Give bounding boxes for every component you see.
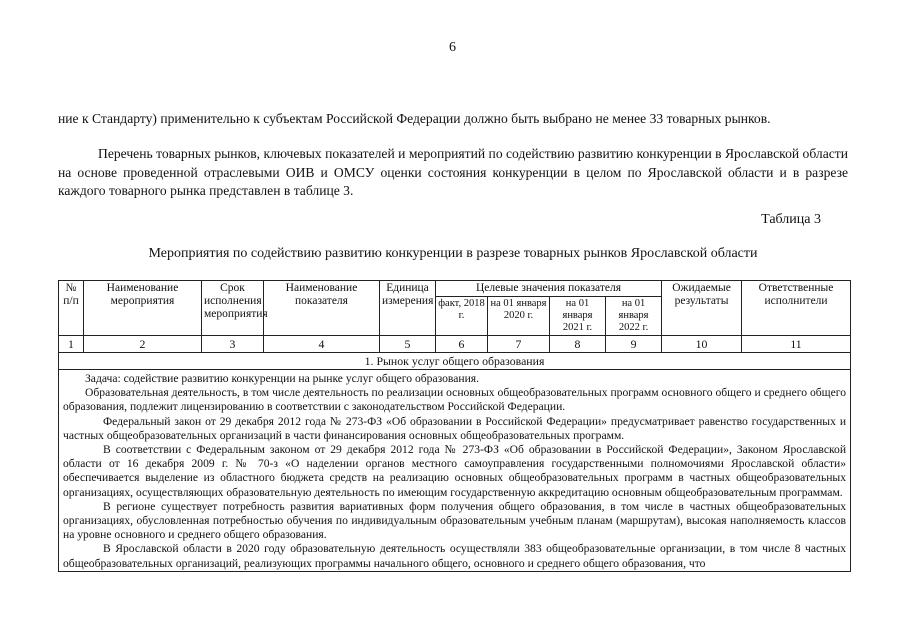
table-title: Мероприятия по содействию развитию конкуренции в разрезе товарных рынков Ярославской области bbox=[148, 246, 758, 261]
column-number: 3 bbox=[202, 336, 264, 353]
section-paragraph: В Ярославской области в 2020 году образовательную деятельность осуществляли 383 общеобразовательные организации, в том числе 8 частных общеобразовательных организаций, реализующих программы начального общего, основного и среднего общего образования, что bbox=[63, 542, 847, 570]
header-unit: Единица измерения bbox=[380, 281, 436, 336]
header-jan-2020: на 01 января 2020 г. bbox=[488, 297, 550, 336]
column-number: 1 bbox=[59, 336, 84, 353]
page-number: 6 bbox=[449, 40, 456, 55]
column-number: 10 bbox=[662, 336, 742, 353]
header-jan-2021: на 01 января 2021 г. bbox=[550, 297, 606, 336]
header-jan-2022: на 01 января 2022 г. bbox=[606, 297, 662, 336]
section-row bbox=[59, 353, 851, 370]
header-expected-results: Ожидаемые результаты bbox=[662, 281, 742, 336]
column-number: 2 bbox=[84, 336, 202, 353]
column-number: 7 bbox=[488, 336, 550, 353]
header-row-1 bbox=[59, 281, 851, 297]
column-numbers-row bbox=[59, 336, 851, 353]
intro-paragraph-continued: ние к Стандарту) применительно к субъектам Российской Федерации должно быть выбрано не менее 33 товарных рынков. bbox=[58, 111, 771, 126]
column-number: 11 bbox=[742, 336, 851, 353]
column-number: 4 bbox=[264, 336, 380, 353]
table-caption: Таблица 3 bbox=[761, 212, 821, 227]
section-paragraph: В соответствии с Федеральным законом от 29 декабря 2012 года № 273-ФЗ «Об образовании в Российской Федерации», Законом Ярославской области от 16 декабря 2009 г. № 70-з «О наделении органов местного самоуправления государственными полномочиями Ярославской области» обеспечивается выделение из областного бюджета средств на реализацию основных общеобразовательных программ в частных общеобразовательных организациях, осуществляющих образовательную деятельность по имеющим государственную аккредитацию основным общеобразовательным программам. bbox=[63, 443, 847, 499]
section-paragraph: Образовательная деятельность, в том числе деятельность по реализации основных общеобразовательных программ основного общего и среднего общего образования, подлежит лицензированию в соответствии с законодательством Российской Федерации. bbox=[63, 386, 847, 414]
header-indicator-name: Наименование показателя bbox=[264, 281, 380, 336]
section-body-row bbox=[59, 370, 851, 572]
header-target-values: Целевые значения показателя bbox=[436, 281, 662, 297]
section-description bbox=[59, 370, 851, 572]
intro-paragraph-markets-list: Перечень товарных рынков, ключевых показателей и мероприятий по содействию развитию конкуренции в Ярославской области на основе проведенной отраслевыми ОИВ и ОМСУ оценки состояния конкуренции в целом по Ярославской области и в разрезе каждого товарного рынка представлен в таблице 3. bbox=[58, 146, 848, 198]
section-paragraph: Федеральный закон от 29 декабря 2012 года № 273-ФЗ «Об образовании в Российской Федерации» предусматривает равенство государственных и частных общеобразовательных организаций в части финансирования основных общеобразовательных программ. bbox=[63, 414, 847, 442]
column-number: 9 bbox=[606, 336, 662, 353]
measures-table bbox=[58, 280, 851, 572]
header-event-name: Наименование мероприятия bbox=[84, 281, 202, 336]
header-deadline: Срок исполнения мероприятия bbox=[202, 281, 264, 336]
section-task-text: Задача: содействие развитию конкуренции на рынке услуг общего образования. bbox=[85, 372, 480, 385]
header-fact-2018: факт, 2018 г. bbox=[436, 297, 488, 336]
section-paragraph: В регионе существует потребность развития вариативных форм получения общего образования, в том числе в частных общеобразовательных организациях, обусловленная потребностью обучения по индивидуальным образовательным учебным планам (маршрутам), высокая наполняемость классов на уровне основного и среднего общего образования. bbox=[63, 499, 847, 542]
header-num: № п/п bbox=[59, 281, 84, 336]
column-number: 6 bbox=[436, 336, 488, 353]
header-responsible: Ответственные исполнители bbox=[742, 281, 851, 336]
column-number: 5 bbox=[380, 336, 436, 353]
column-number: 8 bbox=[550, 336, 606, 353]
section-title: 1. Рынок услуг общего образования bbox=[59, 353, 851, 370]
